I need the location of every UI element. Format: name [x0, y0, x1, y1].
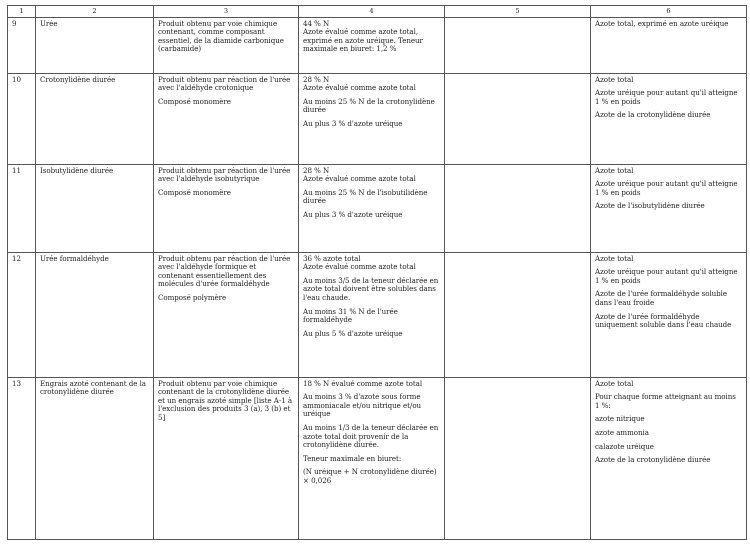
designation: Isobutylidène diurée	[40, 165, 114, 175]
row-number-cell	[8, 17, 36, 73]
declared-elements-cell	[591, 73, 747, 164]
table-row	[8, 73, 747, 164]
designation-cell	[36, 377, 154, 539]
table-row	[8, 17, 747, 73]
designation-cell	[36, 164, 154, 252]
column-number: 5	[445, 6, 591, 18]
row-number-cell	[8, 377, 36, 539]
nutrient-content-paragraph: Teneur maximale en biuret:	[303, 453, 402, 463]
production-method-paragraph: Produit obtenu par réaction de l'urée avec l'aldéhyde formique et contenant essentiellement des molécules d'urée formaldéhyde	[158, 253, 291, 289]
designation: Urée formaldéhyde	[40, 253, 109, 263]
nutrient-content-cell	[299, 164, 445, 252]
production-method-cell	[154, 377, 299, 539]
declared-elements-paragraph: Azote de l'urée formaldéhyde soluble dans l'eau froide	[595, 289, 728, 307]
production-method-paragraph: Produit obtenu par voie chimique contenant de la crotonylidène diurée et un engrais azoté simple [liste A-1 à l'exclusion des produits 3 (a), 3 (b) et 5]	[158, 378, 293, 422]
nutrient-content-paragraph: Au moins 25 % N de l'isobutilidène diurée	[303, 187, 428, 206]
nutrient-content-cell	[299, 73, 445, 164]
declared-elements-paragraph: Azote de la crotonylidène diurée	[595, 110, 711, 120]
nutrient-content-paragraph: 36 % azote total Azote évalué comme azote total	[303, 253, 416, 272]
nutrient-content-paragraph: (N uréique + N crotonylidène diurée) × 0,026	[303, 467, 437, 485]
nutrient-content-paragraph: 18 % N évalué comme azote total	[303, 378, 423, 388]
column-number: 6	[591, 6, 747, 18]
declared-elements-paragraph: azote nitrique	[595, 414, 645, 424]
production-method-paragraph: Produit obtenu par voie chimique contenant, comme composant essentiel, de la diamide carbonique (carbamide)	[158, 18, 284, 54]
declared-elements-paragraph: Azote total	[595, 165, 634, 175]
production-method-paragraph: Composé polymère	[158, 292, 227, 302]
declared-elements-paragraph: Azote de l'isobutylidène diurée	[595, 201, 705, 211]
declared-elements-paragraph: Azote total	[595, 253, 634, 263]
column-number: 3	[154, 6, 299, 18]
empty-cell	[445, 377, 591, 539]
nutrient-content-paragraph: Au plus 3 % d'azote uréique	[303, 118, 403, 128]
row-number: 13	[12, 378, 21, 388]
production-method-paragraph: Produit obtenu par réaction de l'urée avec l'aldéhyde isobutyrique	[158, 165, 291, 184]
row-number-cell	[8, 252, 36, 377]
designation: Urée	[40, 18, 58, 28]
declared-elements-paragraph: Azote de l'urée formaldéhyde uniquement soluble dans l'eau chaude	[595, 311, 732, 330]
table-row	[8, 377, 747, 539]
declared-elements-paragraph: Azote total	[595, 378, 634, 388]
column-number: 1	[8, 6, 36, 18]
declared-elements-paragraph: Azote uréique pour autant qu'il atteigne 1 % en poids	[595, 179, 738, 197]
declared-elements-paragraph: Azote de la crotonylidène diurée	[595, 455, 711, 465]
production-method-paragraph: Composé monomère	[158, 187, 231, 197]
production-method-cell	[154, 17, 299, 73]
empty-cell	[445, 252, 591, 377]
nutrient-content-cell	[299, 17, 445, 73]
production-method-paragraph: Composé monomère	[158, 96, 231, 106]
row-number: 10	[12, 74, 21, 84]
nutrient-content-paragraph: Au plus 3 % d'azote uréique	[303, 209, 403, 219]
column-number-row	[8, 6, 747, 18]
designation-cell	[36, 73, 154, 164]
declared-elements-paragraph: Azote uréique pour autant qu'il atteigne 1 % en poids	[595, 88, 738, 106]
nutrient-content-cell	[299, 377, 445, 539]
declared-elements-cell	[591, 377, 747, 539]
nutrient-content-paragraph: Au moins 25 % N de la crotonylidène diurée	[303, 96, 435, 115]
production-method-cell	[154, 164, 299, 252]
nutrient-content-paragraph: Au moins 31 % N de l'urée formaldéhyde	[303, 306, 398, 325]
row-number-cell	[8, 164, 36, 252]
nutrient-content-paragraph: 28 % N Azote évalué comme azote total	[303, 74, 416, 93]
nutrient-content-paragraph: Au moins 3 % d'azote sous forme ammoniacale et/ou nitrique et/ou uréique	[303, 392, 422, 419]
nutrient-content-paragraph: Au plus 5 % d'azote uréique	[303, 328, 403, 338]
table-row	[8, 164, 747, 252]
empty-cell	[445, 73, 591, 164]
declared-elements-paragraph: Azote total, exprimé en azote uréique	[595, 18, 729, 28]
declared-elements-paragraph: Azote total	[595, 74, 634, 84]
designation-cell	[36, 17, 154, 73]
empty-cell	[445, 164, 591, 252]
fertilizer-table	[7, 5, 747, 540]
nutrient-content-cell	[299, 252, 445, 377]
row-number-cell	[8, 73, 36, 164]
empty-cell	[445, 17, 591, 73]
table-row	[8, 252, 747, 377]
declared-elements-paragraph: calazote uréique	[595, 441, 654, 451]
row-number: 9	[12, 18, 17, 28]
production-method-cell	[154, 73, 299, 164]
declared-elements-cell	[591, 164, 747, 252]
nutrient-content-paragraph: 44 % N Azote évalué comme azote total, exprimé en azote uréique. Teneur maximale en biuret: 1,2 %	[303, 18, 423, 54]
declared-elements-cell	[591, 17, 747, 73]
production-method-paragraph: Produit obtenu par réaction de l'urée avec l'aldéhyde crotonique	[158, 74, 291, 93]
declared-elements-paragraph: azote ammonia	[595, 427, 649, 437]
nutrient-content-paragraph: 28 % N Azote évalué comme azote total	[303, 165, 416, 184]
production-method-cell	[154, 252, 299, 377]
designation-cell	[36, 252, 154, 377]
declared-elements-paragraph: Pour chaque forme atteignant au moins 1 %:	[595, 392, 736, 410]
designation: Crotonylidène diurée	[40, 74, 116, 84]
row-number: 12	[12, 253, 21, 263]
nutrient-content-paragraph: Au moins 1/3 de la teneur déclarée en azote total doit provenir de la crotonylidène diurée.	[303, 422, 439, 450]
column-number: 4	[299, 6, 445, 18]
row-number: 11	[12, 165, 21, 175]
column-number: 2	[36, 6, 154, 18]
designation: Engrais azoté contenant de la crotonylidène diurée	[40, 378, 146, 397]
declared-elements-cell	[591, 252, 747, 377]
declared-elements-paragraph: Azote uréique pour autant qu'il atteigne 1 % en poids	[595, 267, 738, 285]
nutrient-content-paragraph: Au moins 3/5 de la teneur déclarée en azote total doivent être solubles dans l'eau chaude.	[303, 275, 439, 302]
